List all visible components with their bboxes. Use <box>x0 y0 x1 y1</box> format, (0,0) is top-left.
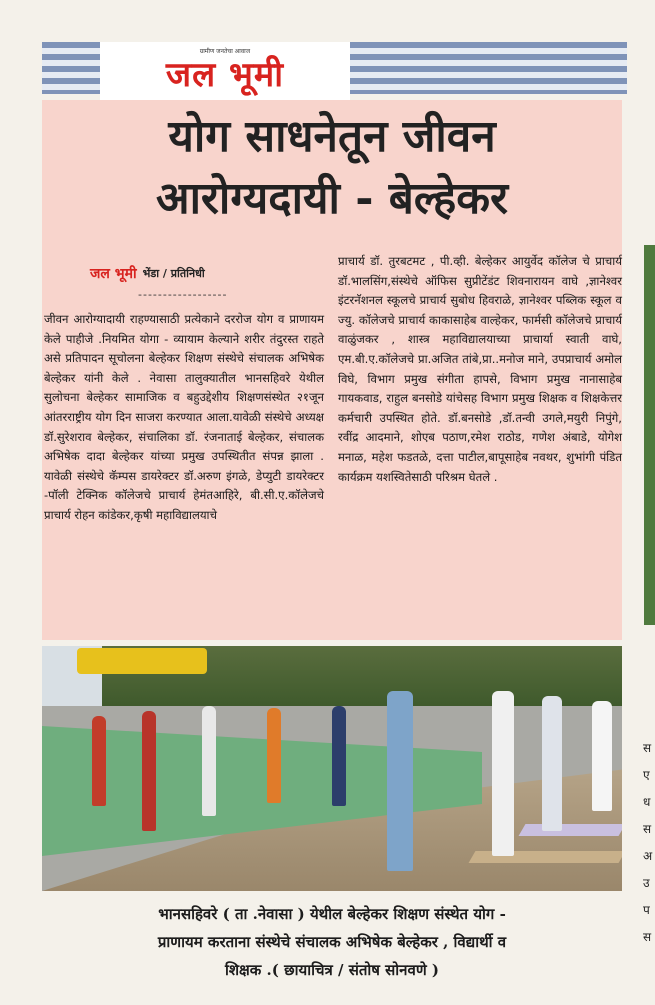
photo-person <box>92 716 106 806</box>
headline-line-2: आरोग्यदायी - बेल्हेकर <box>155 173 509 224</box>
photo-person <box>542 696 562 831</box>
adjacent-char: स <box>643 822 652 836</box>
photo-person <box>332 706 346 806</box>
adjacent-char: ए <box>643 768 650 782</box>
adjacent-char: ध <box>643 795 651 809</box>
byline-separator: ------------------ <box>138 288 228 301</box>
caption-line-1: भानसहिवरे ( ता .नेवासा ) येथील बेल्हेकर शिक्षण संस्थेत योग - <box>158 905 506 923</box>
photo-bus <box>77 648 207 674</box>
masthead-logo <box>100 42 350 102</box>
byline-text: भेंडा / प्रतिनिधी <box>142 266 205 280</box>
photo-person <box>592 701 612 811</box>
caption-line-3: शिक्षक .( छायाचित्र / संतोष सोनवणे ) <box>224 961 440 979</box>
photo-person <box>142 711 156 831</box>
adjacent-char: स <box>643 741 652 755</box>
byline <box>90 262 205 284</box>
adjacent-char: अ <box>643 849 653 863</box>
article-column-left: जीवन आरोग्यादायी राहण्यासाठी प्रत्येकाने दररोज योग व प्राणायम केले पाहीजे .नियमित योगा - व्यायाम केल्याने शरीर तंदुरस्त राहते असे प्रतिपादन सूचोलना बेल्हेकर शिक्षण संस्थेचे संचालक अभिषेक बेल्हेकर यांनी केले . नेवासा तालुक्यातील भानसहिवरे येथील सुलोचना बेल्हेकर सामाजिक व बहुउद्देशीय शिक्षणसंस्थेत २१जून आंतरराष्ट्रीय योग दिन साजरा करण्यात आला.यावेळी संस्थेचे अध्यक्ष डॉ.सुरेशराव बेल्हेकर, संचालिका डॉ. रंजनाताई बेल्हेकर, संचालक अभिषेक दादा बेल्हेकर यांच्या प्रमुख उपस्थितीत संपन्न झाला . यावेळी संस्थेचे कॅम्पस डायरेक्टर डॉ.अरुण इंगळे, डेप्युटी डायरेक्टर -पॉली टेक्निक कॉलेजचे प्राचार्य हेमंतआहिरे, बी.सी.ए.कॉलेजचे प्राचार्य रोहन कांडेकर,कृषी महाविद्यालयाचे <box>44 312 324 522</box>
headline <box>42 106 622 230</box>
article-column-right: प्राचार्य डॉ. तुरबटमट , पी.व्ही. बेल्हेकर आयुर्वेद कॉलेज चे प्राचार्य डॉ.भालसिंग,संस्थेचे ऑफिस सुप्रीटेंडंट शिवनारायन वाघे ,ज्ञानेश्वर इंटरनॅशनल स्कूलचे प्राचार्य सुबोध हिवराळे, ज्ञानेश्वर पब्लिक स्कूल व ज्यु. कॉलेजचे प्राचार्य काकासाहेब वाल्हेकर, फार्मसी कॉलेजचे प्राचार्य वाळुंजकर , शास्त्र महाविद्यालयाच्या प्राचार्या स्वाती वाघे, एम.बी.ए.कॉलेजचे प्रा.अजित तांबे,प्रा..मनोज माने, उपप्राचार्य अमोल विघे, विभाग प्रमुख संगीता हापसे, विभाग प्रमुख नानासाहेब गायकवाड, राहुल बनसोडे यांचेसह विभाग प्रमुख शिक्षक व शिक्षकेत्तर कर्मचारी उपस्थित होते. डॉ.बनसोडे ,डॉ.तन्वी उगले,मयुरी निपुंगे, रवींद्र आदमाने, शोएब पठाण,रमेश राठोड, गणेश अंबाडे, योगेश मनाळ, महेश फडतळे, दत्ता पाटील,बापूसाहेब नवथर, शुभांगी पंडित कार्यक्रम यशस्वितेसाठी परिश्रम घेतले . <box>338 254 622 484</box>
adjacent-column-text <box>643 735 652 951</box>
caption-line-2: प्राणायम करताना संस्थेचे संचालक अभिषेक बेल्हेकर , विद्यार्थी व <box>157 933 507 951</box>
headline-line-1: योग साधनेतून जीवन <box>168 111 496 162</box>
article <box>42 100 622 640</box>
photo-person <box>387 691 413 871</box>
logo-wordmark: जल भूमी <box>165 55 285 95</box>
adjacent-photo-strip <box>644 245 655 625</box>
photo-person <box>267 708 281 803</box>
photo-yoga-mat <box>519 824 622 836</box>
photo-caption <box>42 900 622 984</box>
adjacent-char: उ <box>643 876 650 890</box>
byline-logo: जल भूमी <box>90 265 137 282</box>
adjacent-char: प <box>643 903 650 917</box>
logo-tagline: ग्रामीण जनतेचा आवाज <box>199 48 251 55</box>
adjacent-char: स <box>643 930 652 944</box>
photo-person <box>202 706 216 816</box>
photo-person <box>492 691 514 856</box>
yoga-photo <box>42 646 622 891</box>
